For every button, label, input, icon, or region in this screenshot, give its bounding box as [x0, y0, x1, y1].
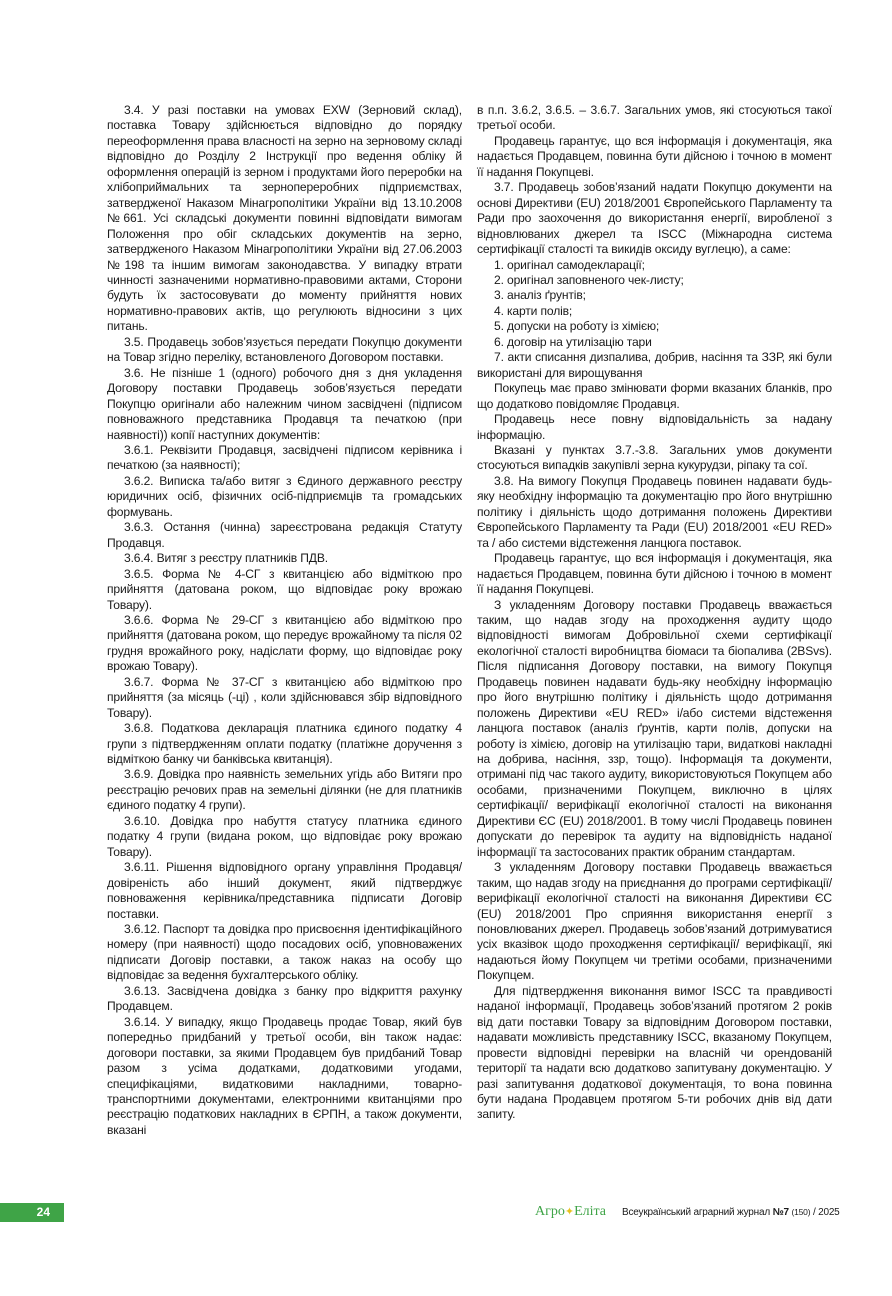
paragraph-3-6-6: 3.6.6. Форма № 29-СГ з квитанцією або відміткою про прийняття (датована роком, що передує врожайному та після 02 грудня врожайного року, надіслати форму, що відповідає року врожаю Товару). [107, 612, 462, 674]
paragraph-3-6-11: 3.6.11. Рішення відповідного органу управління Продавця/довіреність або інший документ, який підтверджує повноваження керівника/представника підписати Договір поставки. [107, 860, 462, 921]
journal-title: Всеукраїнський аграрний журнал [622, 1207, 770, 1218]
right-column [477, 103, 832, 1123]
paragraph-guarantee-2: Продавець гарантує, що вся інформація і документація, яка надається Продавцем, повинна бути дійсною і точною в момент її надання Покупцеві. [477, 551, 832, 597]
list-item: 1. оригінал самодекларації; [494, 257, 645, 272]
list-item: 3. аналіз ґрунтів; [494, 288, 586, 303]
list-item: 4. карти полів; [494, 303, 573, 318]
list-item: 2. оригінал заповненого чек-листу; [494, 272, 684, 287]
paragraph-3-8: 3.8. На вимогу Покупця Продавець повинен надавати будь-яку необхідну інформацію та документацію про його внутрішню політику і діяльність щодо дотримання положень Директиви Європейського Парламенту та Ради (EU) 2018/2001 «EU RED» та / або системи відстеження ланцюга поставок. [477, 473, 832, 550]
paragraph-audit-consent: З укладенням Договору поставки Продавець вважається таким, що надав згоду на проходження аудиту щодо відповідності вимогам Добровільної схеми сертифікації екологічної сталості виробництва біомаси та біопалива (2BSvs). Після підписання Договору поставки, на вимогу Покупця Продавець повинен надавати будь-яку необхідну інформацію про його внутрішню політику і діяльність щодо дотримання положень Директиви «EU RED» і/або системи відстеження ланцюга поставок (аналіз ґрунтів, карти полів, допуски на роботу із хімією, договір на утилізацію тари, видаткові накладні на добрива, насіння, ззр, тощо). Інформація та документи, отримані під час такого аудиту, використовуються Покупцем або особами, призначеними Покупцем, виключно в цілях сертифікації/ верифікації екологічної сталості на виконання Директиви ЄС (EU) 2018/2001. В тому числі Продавець повинен допускати до перевірок та аудиту на відповідність наданої інформації та застосованих практик обраним стандартам. [477, 597, 832, 859]
paragraph-3-7: 3.7. Продавець зобов’язаний надати Покупцю документи на основі Директиви (EU) 2018/2001 Європейського Парламенту та Ради про заохочення до використання енергії, виробленої з відновлюваних джерел та ISCC (Міжнародна система сертифікації сталості та викидів оксиду вуглецю), а саме: [477, 180, 832, 257]
paragraph-responsibility: Продавець несе повну відповідальність за надану інформацію. [477, 412, 832, 442]
issue-number: №7 [772, 1207, 789, 1218]
paragraph-3-6-7: 3.6.7. Форма № 37-СГ з квитанцією або відміткою про прийняття (за місяць (-ці) , коли здійснювався збір відповідного Товару). [107, 674, 462, 720]
list-item: 7. акти списання дизпалива, добрив, насіння та ЗЗР, які були використані для вирощування [477, 350, 832, 380]
journal-caption [622, 1205, 840, 1220]
issue-year: / 2025 [812, 1207, 840, 1218]
page-number: 24 [0, 1203, 64, 1222]
paragraph-3-6-9: 3.6.9. Довідка про наявність земельних угідь або Витяги про реєстрацію речових прав на земельні ділянки (не для платників єдиного податку 4 групи). [107, 767, 462, 813]
paragraph-3-4: 3.4. У разі поставки на умовах EXW (Зерновий склад), поставка Товару здійснюється відповідно до порядку переоформлення права власності на зерно на зерновому складі відповідно до Розділу 2 Інструкції про ведення обліку й оформлення операцій із зерном і продуктами його переробки на хлібоприймальних та зернопереробних підприємствах, затвердженої Наказом Мінагрополітики України від 13.10.2008 №661. Усі складські документи повинні відповідати вимогам Положення про обіг складських документів на зерно, затвердженого Наказом Мінагрополітики України від 27.06.2003 №198 та іншим вимогам законодавства. У випадку втрати чинності зазначеними нормативно-правовими актами, Сторони будуть їх застосовувати до моменту прийняття нових нормативно-правових актів, що регулюють відносини з цих питань. [107, 103, 462, 334]
paragraph-3-6: 3.6. Не пізніше 1 (одного) робочого дня з дня укладення Договору поставки Продавець зобов’язується передати Покупцю оригінали або належним чином засвідчені (підписом повноважного представника Продавця та печаткою (при наявності)) копії наступних документів: [107, 365, 462, 442]
paragraph-scope: Вказані у пунктах 3.7.-3.8. Загальних умов документи стосуються випадків закупівлі зерна кукурудзи, ріпаку та сої. [477, 442, 832, 473]
paragraph-certification-consent: З укладенням Договору поставки Продавець вважається таким, що надав згоду на приєднання до програми сертифікації/ верифікації екологічної сталості на виконання Директиви ЄС (EU) 2018/2001 Про сприяння використання енергії з поновлюваних джерел. Продавець зобов’язаний дотримуватися усіх вказівок щодо проходження сертифікації/ верифікації, які надаються йому Покупцем чи третіми особами, призначеними Покупцем. [477, 860, 832, 983]
sun-star-icon: ✦ [564, 1206, 575, 1218]
paragraph-3-6-1: 3.6.1. Реквізити Продавця, засвідчені підписом керівника і печаткою (за наявності); [107, 442, 462, 473]
paragraph-3-6-14: 3.6.14. У випадку, якщо Продавець продає Товар, який був попередньо придбаний у третьої особи, він також надає: договори поставки, за якими Продавцем був придбаний Товар разом з усіма додатками, додатковими угодами, специфікаціями, видатковими накладними, товарно-транспортними документами, електронними квитанціями про реєстрацію податкових накладних в ЄРПН, а також документи, вказані [107, 1014, 462, 1137]
left-column [107, 103, 462, 1138]
paragraph-3-6-8: 3.6.8. Податкова декларація платника єдиного податку 4 групи з підтвердженням оплати податку (платіжне доручення з відміткою банку чи банківська квитанція). [107, 721, 462, 767]
paragraph-3-6-10: 3.6.10. Довідка про набуття статусу платника єдиного податку 4 групи (видана роком, що відповідає року врожаю Товару). [107, 813, 462, 859]
list-item: 5. допуски на роботу із хімією; [494, 319, 660, 334]
logo-text-agro: Агро [535, 1204, 565, 1219]
paragraph-3-6-4: 3.6.4. Витяг з реєстру платників ПДВ. [124, 551, 328, 566]
journal-logo [535, 1203, 606, 1221]
list-item: 6. договір на утилізацію тари [494, 334, 652, 349]
paragraph-3-6-12: 3.6.12. Паспорт та довідка про присвоєння ідентифікаційного номеру (при наявності) щодо посадових осіб, уповноважених підписати Договір поставки, а також наказ на особу що відповідає за ведення бухгалтерського обліку. [107, 922, 462, 983]
paragraph-3-5: 3.5. Продавець зобов’язується передати Покупцю документи на Товар згідно переліку, встановленого Договором поставки. [107, 334, 462, 365]
paragraph-forms: Покупець має право змінювати форми вказаних бланків, про що додатково повідомляє Продавця. [477, 381, 832, 411]
paragraph-3-6-5: 3.6.5. Форма № 4-СГ з квитанцією або відміткою про прийняття (датована роком, що відповідає року врожаю Товару). [107, 566, 462, 612]
paragraph-continuation: в п.п. 3.6.2, 3.6.5. – 3.6.7. Загальних умов, які стосуються такої третьої особи. [477, 103, 832, 133]
paragraph-guarantee: Продавець гарантує, що вся інформація і документація, яка надається Продавцем, повинна бути дійсною і точною в момент її надання Покупцеві. [477, 133, 832, 179]
issue-total: (150) [791, 1207, 811, 1217]
paragraph-3-6-13: 3.6.13. Засвідчена довідка з банку про відкриття рахунку Продавцем. [107, 983, 462, 1014]
paragraph-3-6-2: 3.6.2. Виписка та/або витяг з Єдиного державного реєстру юридичних осіб, фізичних осіб-підприємців та громадських формувань. [107, 473, 462, 519]
paragraph-3-6-3: 3.6.3. Остання (чинна) зареєстрована редакція Статуту Продавця. [107, 520, 462, 550]
paragraph-iscc: Для підтвердження виконання вимог ISCC та правдивості наданої інформації, Продавець зобов’язаний протягом 2 років від дати поставки Товару за відповідним Договором поставки, надавати можливість представнику ISCC, вказаному Покупцем, провести відповідні перевірки на власній чи орендованій території та надати всю додатково запитувану документацію. У разі запитування додаткової документація, то вона повинна бути надана Продавцем протягом 5-ти робочих днів від дати запиту. [477, 983, 832, 1122]
logo-text-elita: Еліта [574, 1204, 607, 1219]
